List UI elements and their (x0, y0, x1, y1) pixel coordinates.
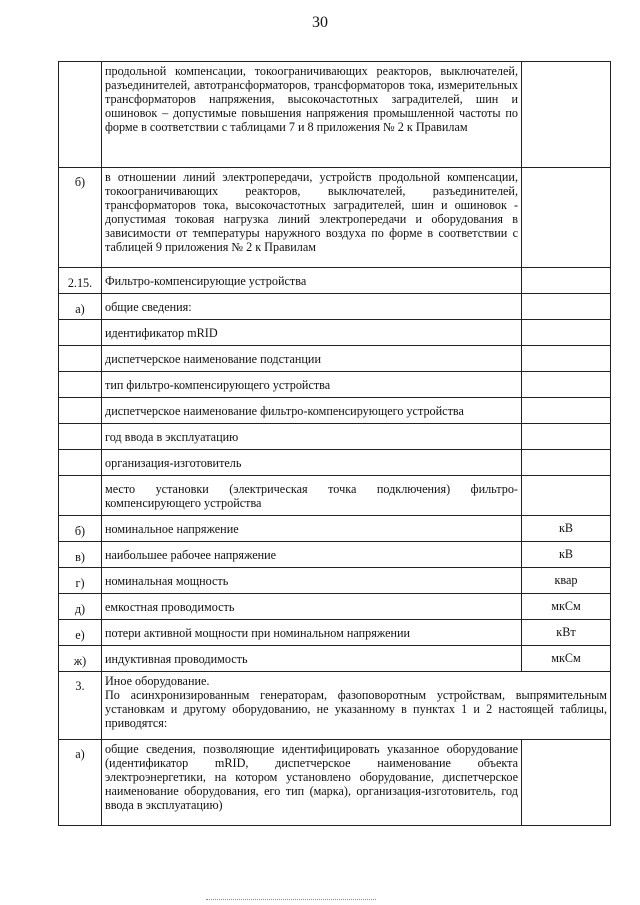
row-unit: кВ (522, 542, 611, 568)
row-number: 3. (59, 672, 102, 740)
row-unit (522, 294, 611, 320)
row-unit (522, 268, 611, 294)
table-row (59, 542, 611, 568)
table-row (59, 294, 611, 320)
row-text: диспетчерское наименование фильтро-компенсирующего устройства (102, 398, 522, 424)
row-unit (522, 168, 611, 268)
row-number: е) (59, 620, 102, 646)
table-row (59, 450, 611, 476)
table-row (59, 740, 611, 826)
row-text: место установки (электрическая точка подключения) фильтро-компенсирующего устройства (102, 476, 522, 516)
row-unit (522, 320, 611, 346)
requirements-table (58, 61, 611, 826)
row-unit: кВ (522, 516, 611, 542)
table-row (59, 346, 611, 372)
row-unit (522, 62, 611, 168)
row-text: диспетчерское наименование подстанции (102, 346, 522, 372)
row-number (59, 320, 102, 346)
row-text: общие сведения, позволяющие идентифицировать указанное оборудование (идентификатор mRID, диспетчерское наименование объекта электроэнергетики, на котором установлено оборудование, диспетчерское наименование оборудования, его тип (марка), организация-изготовитель, год ввода в эксплуатацию) (102, 740, 522, 826)
row-text: общие сведения: (102, 294, 522, 320)
row-number (59, 476, 102, 516)
row-unit (522, 346, 611, 372)
row-number (59, 424, 102, 450)
row-number (59, 398, 102, 424)
table-row (59, 62, 611, 168)
row-text: емкостная проводимость (102, 594, 522, 620)
row-unit: кВт (522, 620, 611, 646)
row-unit: мкСм (522, 646, 611, 672)
table-row (59, 568, 611, 594)
table-row (59, 646, 611, 672)
table-row (59, 268, 611, 294)
row-number (59, 372, 102, 398)
row-text: индуктивная проводимость (102, 646, 522, 672)
row-number: б) (59, 516, 102, 542)
page-number: 30 (312, 14, 328, 31)
row-number: д) (59, 594, 102, 620)
page-edge-line (206, 899, 376, 900)
row-number: а) (59, 740, 102, 826)
row-text: номинальная мощность (102, 568, 522, 594)
row-unit (522, 424, 611, 450)
row-text: Фильтро-компенсирующие устройства (102, 268, 522, 294)
table-row (59, 516, 611, 542)
row-unit (522, 372, 611, 398)
row-number: в) (59, 542, 102, 568)
row-unit (522, 740, 611, 826)
row-number (59, 62, 102, 168)
row-unit: квар (522, 568, 611, 594)
row-text: номинальное напряжение (102, 516, 522, 542)
table-row (59, 620, 611, 646)
row-text: Иное оборудование. По асинхронизированным генераторам, фазоповоротным устройствам, выпрямительным установкам и другому оборудованию, не указанному в пунктах 1 и 2 настоящей таблицы, приводятся: (102, 672, 611, 740)
row-text: тип фильтро-компенсирующего устройства (102, 372, 522, 398)
row-text: потери активной мощности при номинальном напряжении (102, 620, 522, 646)
table-row (59, 476, 611, 516)
row-text: идентификатор mRID (102, 320, 522, 346)
row-text: год ввода в эксплуатацию (102, 424, 522, 450)
table-row (59, 168, 611, 268)
table-row (59, 424, 611, 450)
row-number: 2.15. (59, 268, 102, 294)
table-row (59, 320, 611, 346)
row-unit (522, 398, 611, 424)
table-row (59, 594, 611, 620)
row-number (59, 450, 102, 476)
row-number: ж) (59, 646, 102, 672)
row-text: продольной компенсации, токоограничивающих реакторов, выключателей, разъединителей, автотрансформаторов, трансформаторов тока, измерительных трансформаторов напряжения, высокочастотных заградителей, шин и ошиновок – допустимые повышения напряжения промышленной частоты по форме в соответствии с таблицами 7 и 8 приложения № 2 к Правилам (102, 62, 522, 168)
row-number: б) (59, 168, 102, 268)
row-number: а) (59, 294, 102, 320)
row-number (59, 346, 102, 372)
table-row (59, 672, 611, 740)
table-row (59, 398, 611, 424)
table-row (59, 372, 611, 398)
row-text: в отношении линий электропередачи, устройств продольной компенсации, токоограничивающих реакторов, выключателей, разъединителей, трансформаторов тока, высокочастотных заградителей, шин и ошиновок - допустимая токовая нагрузка линий электропередачи и оборудования в зависимости от температуры наружного воздуха по форме в соответствии с таблицей 9 приложения № 2 к Правилам (102, 168, 522, 268)
row-unit (522, 450, 611, 476)
row-number: г) (59, 568, 102, 594)
row-text: наибольшее рабочее напряжение (102, 542, 522, 568)
row-unit (522, 476, 611, 516)
row-text: организация-изготовитель (102, 450, 522, 476)
row-unit: мкСм (522, 594, 611, 620)
